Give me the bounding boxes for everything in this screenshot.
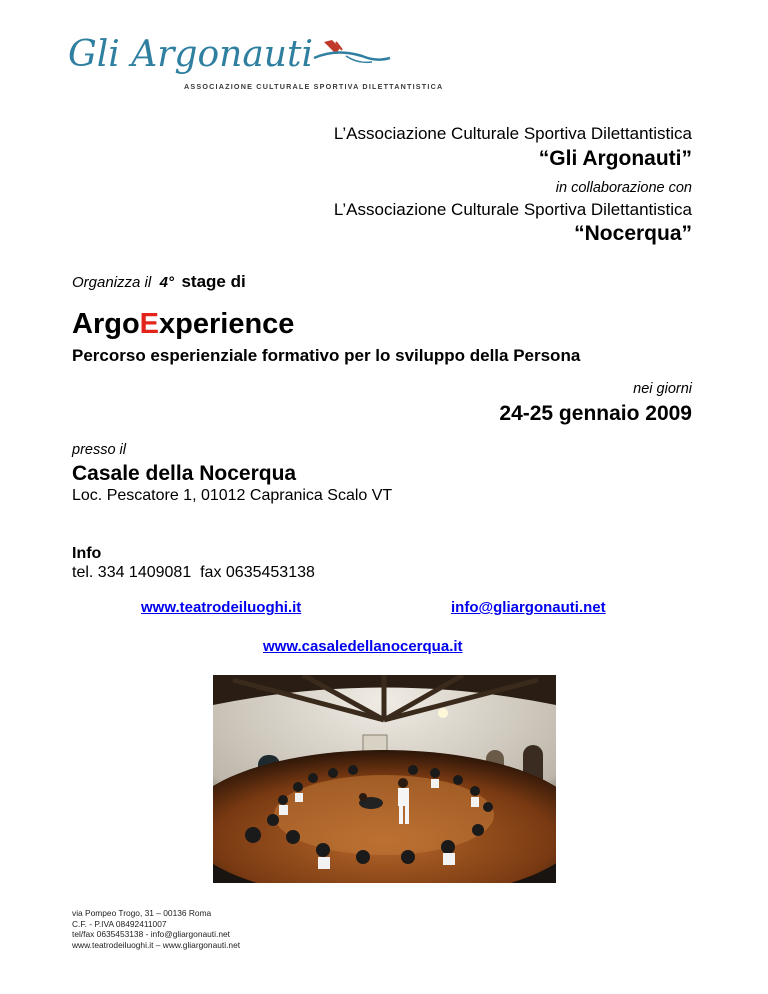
event-title-part2: xperience <box>159 308 295 340</box>
org2-name: “Nocerqua” <box>574 222 692 245</box>
event-title-part1: Argo <box>72 308 140 340</box>
org1-line: L’Associazione Culturale Sportiva Dilettantistica <box>333 124 692 143</box>
logo <box>60 34 444 102</box>
logo-wordmark: Gli Argonauti <box>68 34 313 75</box>
organizes-prefix: Organizza il <box>72 274 152 291</box>
organizes-number: 4° <box>159 274 174 291</box>
boat-logo-icon <box>306 36 396 72</box>
footer-vat: C.F. - P.IVA 08492411007 <box>72 918 167 929</box>
teatro-link[interactable]: www.teatrodeiluoghi.it <box>141 599 302 616</box>
info-contacts: tel. 334 1409081 fax 0635453138 <box>72 564 315 581</box>
event-subtitle: Percorso esperienziale formativo per lo sviluppo della Persona <box>72 346 581 365</box>
info-label: Info <box>72 545 102 562</box>
event-title <box>72 308 294 341</box>
venue-label: presso il <box>72 442 126 458</box>
footer-address: via Pompeo Trogo, 31 – 00136 Roma <box>72 908 212 918</box>
event-photo <box>213 675 556 883</box>
dates-label: nei giorni <box>633 381 692 397</box>
footer-contacts: tel/fax 0635453138 - info@gliargonauti.net <box>72 929 230 939</box>
email-link[interactable]: info@gliargonauti.net <box>451 599 606 616</box>
logo-tagline: ASSOCIAZIONE CULTURALE SPORTIVA DILETTANTISTICA <box>184 82 444 91</box>
footer <box>72 908 240 950</box>
organizes-suffix: stage di <box>181 272 246 291</box>
footer-websites: www.teatrodeiluoghi.it – www.gliargonauti.net <box>72 939 241 950</box>
organizes-line <box>72 272 246 292</box>
venue-address: Loc. Pescatore 1, 01012 Capranica Scalo VT <box>72 487 393 504</box>
venue-name: Casale della Nocerqua <box>72 462 297 485</box>
org2-line: L’Associazione Culturale Sportiva Dilettantistica <box>333 200 692 219</box>
hall-photo-illustration <box>213 675 556 883</box>
event-title-accent: E <box>139 308 160 340</box>
org1-name: “Gli Argonauti” <box>538 147 692 170</box>
dates-value: 24-25 gennaio 2009 <box>499 402 692 425</box>
casale-link[interactable]: www.casaledellanocerqua.it <box>263 638 463 655</box>
collab-text: in collaborazione con <box>555 180 692 196</box>
